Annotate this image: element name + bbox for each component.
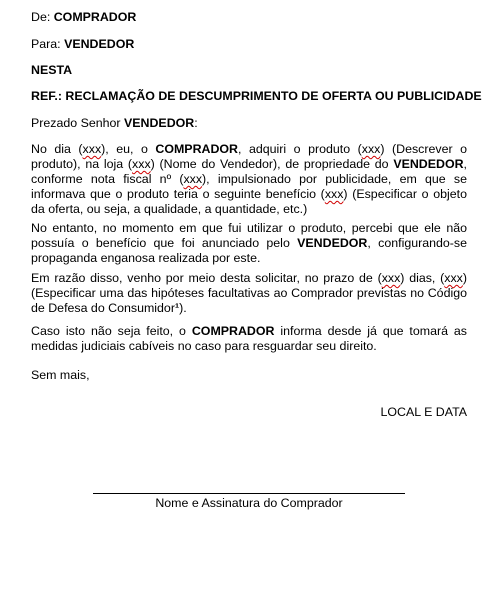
from-label: De:: [31, 10, 54, 24]
seller-bold: VENDEDOR: [393, 157, 464, 171]
reference-text: REF.: RECLAMAÇÃO DE DESCUMPRIMENTO DE OFERTA OU PUBLICIDADE: [31, 89, 482, 103]
footnote-mark: ¹: [174, 301, 180, 315]
from-value: COMPRADOR: [53, 10, 137, 24]
text-span: , adquiri o produto (: [238, 142, 362, 156]
placeholder-xxx: xxx: [324, 187, 344, 201]
text-span: No entanto, no momento em que fui utilizar o produto, percebi que ele não possuía o benefício que foi anunciado pelo: [31, 221, 467, 250]
placeholder-xxx: xxx: [183, 172, 203, 186]
placeholder-xxx: xxx: [381, 271, 401, 285]
text-span: No dia (: [31, 142, 83, 156]
place-date: LOCAL E DATA: [380, 405, 467, 419]
placeholder-xxx: xxx: [444, 271, 463, 285]
salutation-name: VENDEDOR: [124, 116, 195, 130]
from-line: [31, 10, 136, 25]
text-span: informa desde já que tomará as medidas judiciais cabíveis no caso para resguardar seu direito.: [31, 324, 467, 353]
text-span: ) dias, (: [400, 271, 445, 285]
paragraph-issue: [31, 221, 467, 266]
paragraph-purchase: [31, 142, 467, 217]
text-span: ) (Especificar o objeto da oferta, ou seja, a qualidade, a quantidade, etc.): [31, 187, 467, 216]
text-span: , conforme nota fiscal nº (: [31, 157, 467, 186]
text-span: , configurando-se propaganda enganosa realizada por este.: [31, 236, 468, 265]
salutation-suffix: :: [194, 116, 198, 130]
salutation-prefix: Prezado Senhor: [31, 116, 124, 130]
seller-bold: VENDEDOR: [297, 236, 368, 250]
text-span: ) (Descrever o produto), na loja (: [31, 142, 468, 171]
salutation: [31, 116, 198, 131]
text-span: ), impulsionado por publicidade, em que se informava que o produto teria o seguinte benefício (: [31, 172, 467, 201]
buyer-bold: COMPRADOR: [191, 324, 275, 338]
text-span: Caso isto não seja feito, o: [31, 324, 192, 338]
signature-caption: Nome e Assinatura do Comprador: [155, 496, 343, 510]
to-value: VENDEDOR: [64, 37, 135, 51]
placeholder-xxx: xxx: [82, 142, 102, 156]
nesta-text: NESTA: [31, 63, 73, 77]
closing: Sem mais,: [31, 368, 90, 382]
nesta-line: [31, 63, 72, 78]
text-span: ) (Nome do Vendedor), de propriedade do: [150, 157, 394, 171]
signature-line: [93, 493, 405, 494]
text-span: ) (Especificar uma das hipóteses facultativas ao Comprador previstas no Código de Defesa do Consumidor: [31, 271, 467, 315]
text-span: ).: [179, 301, 187, 315]
to-label: Para:: [31, 37, 65, 51]
text-span: Em razão disso, venho por meio desta solicitar, no prazo de (: [31, 271, 382, 285]
buyer-bold: COMPRADOR: [155, 142, 238, 156]
paragraph-request: [31, 271, 467, 316]
placeholder-xxx: xxx: [132, 157, 151, 171]
reference-line: [31, 89, 482, 104]
to-line: [31, 37, 134, 52]
text-span: ), eu, o: [101, 142, 156, 156]
placeholder-xxx: xxx: [361, 142, 381, 156]
paragraph-warning: [31, 324, 467, 354]
